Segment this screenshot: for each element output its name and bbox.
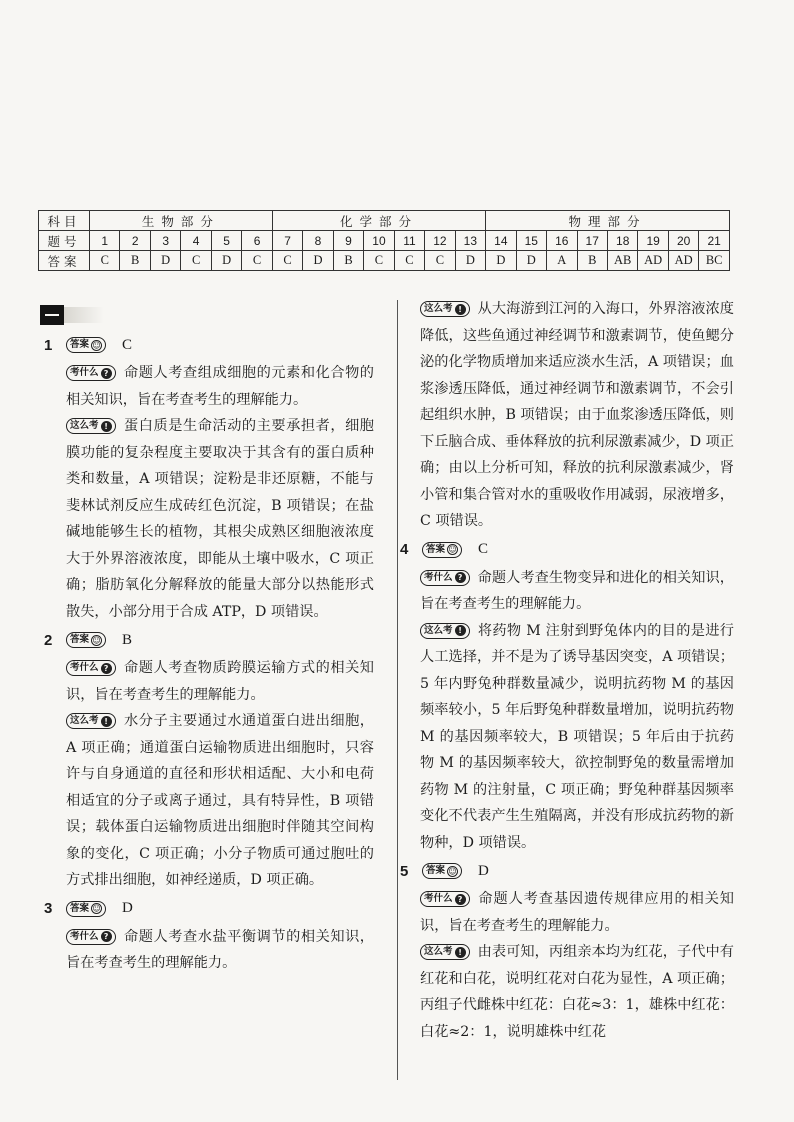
table-number-cell: 3 (150, 231, 180, 251)
table-number-cell: 21 (699, 231, 730, 251)
question-4 (400, 535, 734, 857)
answer-tag: 答案 ☺ (66, 337, 106, 353)
how-tag: 这么考 ! (420, 301, 470, 317)
table-number-cell: 15 (516, 231, 546, 251)
answer-header: 答案 (39, 251, 90, 271)
table-number-cell: 5 (211, 231, 241, 251)
part-one-glyph (45, 314, 59, 316)
table-answer-cell: C (364, 251, 394, 271)
question-number: 2 (44, 631, 53, 649)
question-answer: C (122, 336, 133, 353)
table-number-cell: 4 (181, 231, 211, 251)
table-answer-cell: C (90, 251, 120, 271)
question-number: 3 (44, 900, 53, 917)
what-tag: 考什么 ? (66, 365, 116, 381)
question-1 (44, 330, 374, 625)
table-number-cell: 18 (607, 231, 637, 251)
table-number-cell: 16 (547, 231, 577, 251)
question-icon: ? (101, 931, 112, 942)
how-paragraph-q3: 这么考 ! 从大海游到江河的入海口，外界溶液浓度降低，这些鱼通过神经调节和激素调节，使鱼鳃分泌的化学物质增加来适应淡水生活，A 项错误；血浆渗透压降低，通过神经调节和激素调节，不会引起组织水肿，B 项错误；由于血浆渗透压降低，则下丘脑合成、垂体释放的抗利尿激素减少，D 项正确；由以上分析可知，释放的抗利尿激素减少，肾小管和集合管对水的重吸收作用减弱，尿液增多，C 项错误。 (420, 301, 734, 529)
table-answer-cell: D (486, 251, 516, 271)
table-answer-cell: C (181, 251, 211, 271)
what-paragraph: 考什么 ? 命题人考查物质跨膜运输方式的相关知识，旨在考查考生的理解能力。 (66, 660, 374, 703)
smile-icon: ☺ (92, 340, 101, 350)
what-tag: 考什么 ? (420, 891, 470, 907)
table-number-row (39, 231, 730, 251)
table-answer-cell: B (120, 251, 150, 271)
what-tag: 考什么 ? (66, 929, 116, 945)
right-column (400, 296, 734, 1045)
question-2 (44, 625, 374, 894)
table-answer-cell: D (211, 251, 241, 271)
question-number: 5 (400, 862, 409, 880)
table-answer-row (39, 251, 730, 271)
table-answer-cell: D (150, 251, 180, 271)
how-tag: 这么考 ! (420, 944, 470, 960)
how-paragraph: 这么考 ! 由表可知，丙组亲本均为红花，子代中有红花和白花，说明红花对白花为显性，A 项正确；丙组子代雌株中红花：白花≈3：1，雄株中红花：白花≈2：1，说明雄株中红花 (420, 944, 734, 1040)
section-physics: 物理部分 (486, 211, 730, 231)
table-answer-cell: C (242, 251, 272, 271)
what-tag: 考什么 ? (420, 570, 470, 586)
table-number-cell: 6 (242, 231, 272, 251)
table-answer-cell: B (333, 251, 363, 271)
what-tag: 考什么 ? (66, 660, 116, 676)
table-answer-cell: BC (699, 251, 730, 271)
what-paragraph: 考什么 ? 命题人考查生物变异和进化的相关知识，旨在考查考生的理解能力。 (420, 569, 734, 612)
table-answer-cell: C (425, 251, 455, 271)
question-5 (400, 856, 734, 1045)
question-answer: C (478, 541, 489, 557)
exclaim-icon: ! (455, 304, 466, 315)
table-number-cell: 17 (577, 231, 607, 251)
column-divider (397, 300, 398, 1080)
table-number-cell: 10 (364, 231, 394, 251)
table-answer-cell: A (547, 251, 577, 271)
table-number-cell: 14 (486, 231, 516, 251)
table-number-cell: 7 (272, 231, 302, 251)
table-answer-cell: D (455, 251, 485, 271)
table-number-cell: 1 (90, 231, 120, 251)
subject-header: 科目 (39, 211, 90, 231)
number-header: 题号 (39, 231, 90, 251)
table-answer-cell: C (272, 251, 302, 271)
table-answer-cell: B (577, 251, 607, 271)
question-number: 4 (400, 541, 409, 558)
left-column (44, 330, 374, 977)
question-answer: D (122, 900, 133, 916)
what-paragraph: 考什么 ? 命题人考查水盐平衡调节的相关知识，旨在考查考生的理解能力。 (66, 928, 374, 971)
how-paragraph: 这么考 ! 蛋白质是生命活动的主要承担者，细胞膜功能的复杂程度主要取决于其含有的蛋白质种类和数量，A 项错误；淀粉是非还原糖，不能与斐林试剂反应生成砖红色沉淀，B 项错误；在盐碱地能够生长的植物，其根尖成熟区细胞液浓度大于外界溶液浓度，即能从土壤中吸水，C 项正确；脂肪氧化分解释放的能量大部分以热能形式散失，小部分用于合成 ATP，D 项错误。 (66, 418, 374, 620)
question-icon: ? (101, 368, 112, 379)
table-number-cell: 12 (425, 231, 455, 251)
table-answer-cell: AB (607, 251, 637, 271)
table-number-cell: 11 (394, 231, 424, 251)
smile-icon: ☺ (92, 904, 101, 913)
exclaim-icon: ! (101, 716, 112, 727)
table-answer-cell: AD (668, 251, 698, 271)
smile-icon: ☺ (448, 866, 457, 876)
part-one-mark (40, 305, 64, 325)
how-tag: 这么考 ! (66, 713, 116, 729)
exclaim-icon: ! (455, 625, 466, 636)
table-answer-cell: D (303, 251, 333, 271)
answer-table (38, 210, 730, 271)
table-answer-cell: D (516, 251, 546, 271)
how-paragraph: 这么考 ! 将药物 M 注射到野兔体内的目的是进行人工选择，并不是为了诱导基因突变，A 项错误；5 年内野兔种群数量减少，说明抗药物 M 的基因频率较小，5 年后野兔种群数量增加，说明抗药物 M 的基因频率较大，B 项错误；5 年后由于抗药物 M 的基因频率较大，欲控制野兔的数量需增加药物 M 的注射量，C 项正确；野兔种群基因频率变化不代表产生生殖隔离，并没有形成抗药物的新物种，D 项错误。 (420, 622, 734, 851)
section-chemistry: 化学部分 (272, 211, 485, 231)
question-icon: ? (455, 572, 466, 583)
how-tag: 这么考 ! (66, 418, 116, 434)
table-section-row (39, 211, 730, 231)
what-paragraph: 考什么 ? 命题人考查组成细胞的元素和化合物的相关知识，旨在考查考生的理解能力。 (66, 365, 374, 408)
smile-icon: ☺ (448, 545, 457, 554)
table-number-cell: 2 (120, 231, 150, 251)
table-number-cell: 8 (303, 231, 333, 251)
how-paragraph: 这么考 ! 水分子主要通过水通道蛋白进出细胞，A 项正确；通道蛋白运输物质进出细胞时，只容许与自身通道的直径和形状相适配、大小和电荷相适宜的分子或离子通过，具有特异性，B 项错误；载体蛋白运输物质进出细胞时伴随其空间构象的变化，C 项正确；小分子物质可通过胞吐的方式排出细胞，如神经递质，D 项正确。 (66, 713, 374, 888)
answer-tag: 答案 ☺ (422, 863, 462, 879)
question-icon: ? (455, 894, 466, 905)
answer-tag: 答案 ☺ (66, 901, 106, 917)
question-number: 1 (44, 336, 53, 354)
question-icon: ? (101, 663, 112, 674)
question-answer: B (122, 631, 133, 648)
table-number-cell: 13 (455, 231, 485, 251)
exclaim-icon: ! (101, 421, 112, 432)
what-paragraph: 考什么 ? 命题人考查基因遗传规律应用的相关知识，旨在考查考生的理解能力。 (420, 891, 734, 934)
smile-icon: ☺ (92, 635, 101, 645)
exclaim-icon: ! (455, 947, 466, 958)
question-3 (44, 894, 374, 977)
table-answer-cell: AD (638, 251, 668, 271)
section-biology: 生物部分 (90, 211, 273, 231)
table-number-cell: 9 (333, 231, 363, 251)
how-tag: 这么考 ! (420, 623, 470, 639)
answer-tag: 答案 ☺ (66, 632, 106, 648)
table-answer-cell: C (394, 251, 424, 271)
table-number-cell: 20 (668, 231, 698, 251)
answer-tag: 答案 ☺ (422, 542, 462, 558)
table-number-cell: 19 (638, 231, 668, 251)
question-answer: D (478, 862, 489, 879)
